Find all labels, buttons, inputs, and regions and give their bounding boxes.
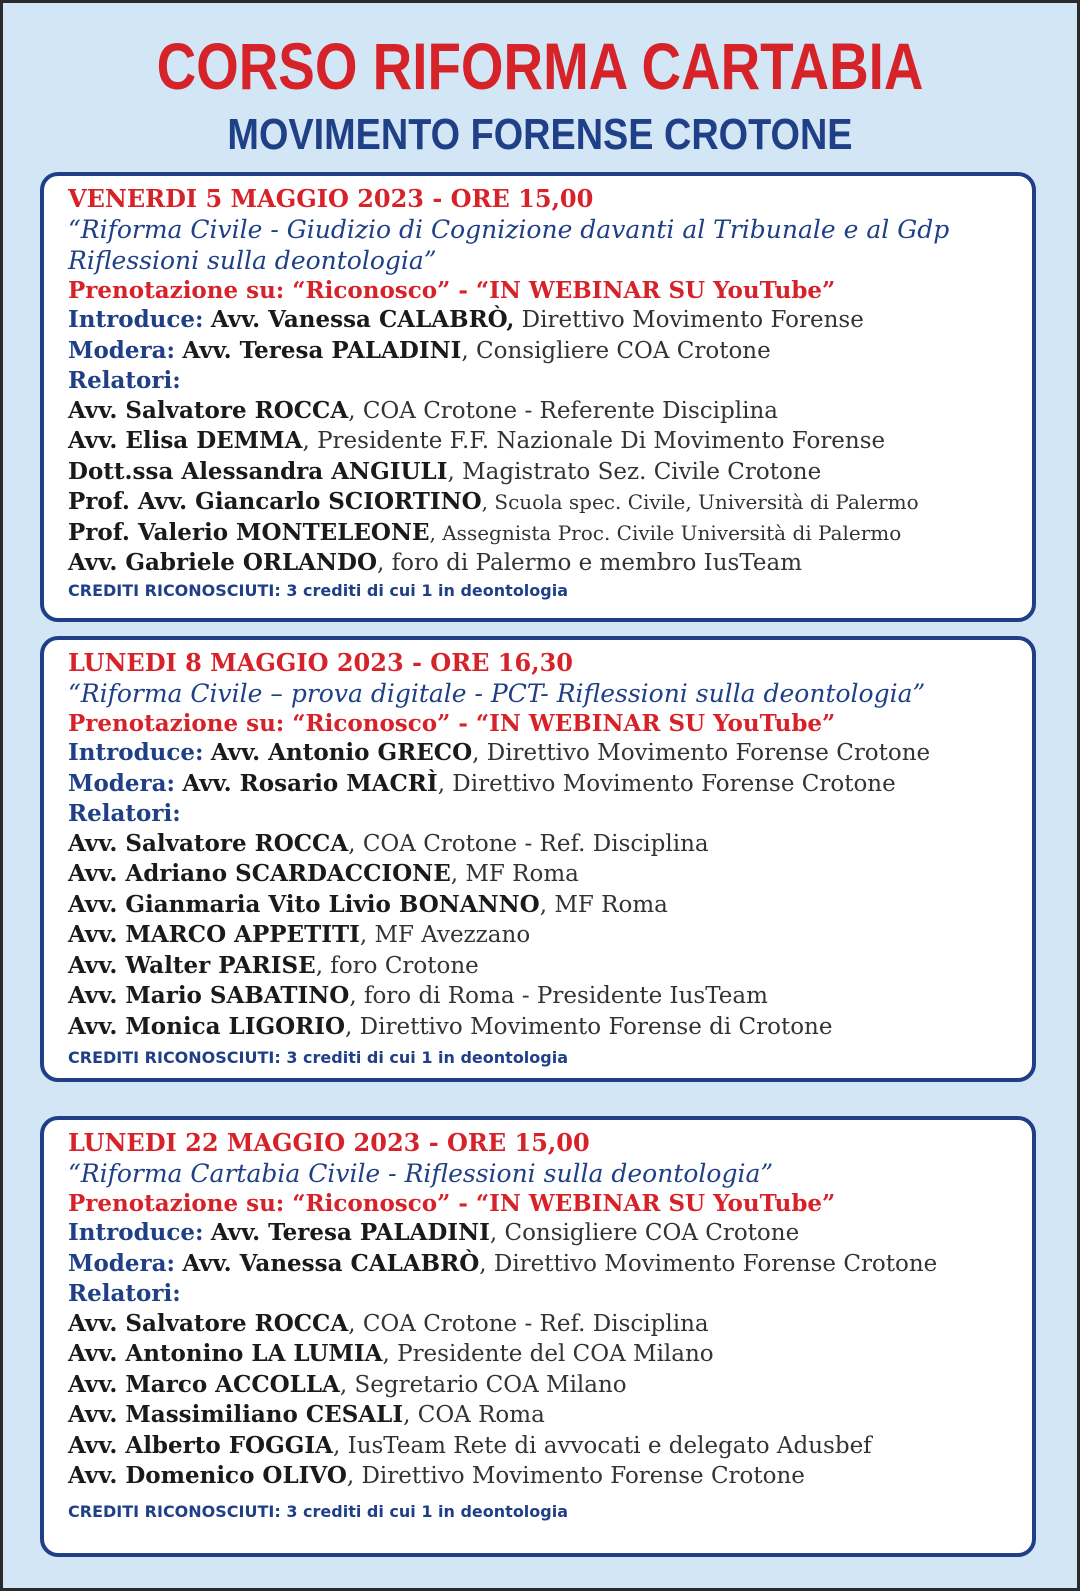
speaker-role: , MF Avezzano [359, 922, 531, 948]
introduce-label: Introduce: [68, 739, 204, 766]
booking-info: Prenotazione su: “Riconosco” - “IN WEBINAR SU YouTube” [68, 1189, 836, 1217]
session-date: VENERDI 5 MAGGIO 2023 - ORE 15,00 [68, 184, 594, 213]
speaker-name: Avv. Salvatore ROCCA [68, 396, 349, 424]
speaker-role: , Direttivo Movimento Forense di Crotone [345, 1013, 833, 1040]
speaker-row [68, 396, 1032, 427]
speaker-row [68, 518, 1032, 549]
modera-name: Avv. Teresa PALADINI [182, 336, 462, 364]
speaker-role: , COA Roma [403, 1402, 545, 1428]
modera-row [68, 1249, 1032, 1280]
speaker-name: Avv. Salvatore ROCCA [68, 829, 349, 857]
speaker-name: Avv. Mario SABATINO [68, 982, 350, 1009]
speaker-name: Avv. Antonino LA LUMIA [68, 1340, 383, 1367]
session-card-2 [40, 636, 1036, 1082]
session-talk-title: “Riforma Civile - Giudizio di Cognizione davanti al Tribunale e al Gdp [68, 214, 950, 244]
speaker-role: , COA Crotone - Referente Disciplina [348, 397, 778, 424]
session-card-3 [40, 1116, 1036, 1557]
speaker-row [68, 890, 1032, 921]
speaker-role: , Presidente F.F. Nazionale Di Movimento Forense [302, 428, 886, 454]
speaker-name: Prof. Avv. Giancarlo SCIORTINO [68, 488, 482, 515]
modera-label: Modera: [68, 769, 176, 797]
speaker-name: Avv. Gianmaria Vito Livio BONANNO [68, 890, 540, 918]
speaker-name: Avv. Walter PARISE [68, 951, 316, 979]
speaker-row [68, 1400, 1032, 1431]
introduce-row [68, 1218, 1032, 1249]
credits-info: CREDITI RICONOSCIUTI: 3 crediti di cui 1 in deontologia [68, 1501, 569, 1521]
speaker-name: Avv. Salvatore ROCCA [68, 1309, 349, 1337]
speaker-name: Avv. Massimiliano CESALI [68, 1401, 404, 1428]
speaker-row [68, 457, 1032, 488]
introduce-role: , Direttivo Movimento Forense Crotone [472, 740, 931, 766]
speaker-name: Avv. Alberto FOGGIA [68, 1431, 333, 1459]
speaker-name: Avv. Gabriele ORLANDO [68, 549, 378, 576]
modera-name: Avv. Rosario MACRÌ [182, 769, 438, 797]
speaker-role: , Direttivo Movimento Forense Crotone [346, 1463, 805, 1489]
session-card-1 [40, 172, 1036, 622]
speaker-row [68, 1461, 1032, 1492]
modera-row [68, 769, 1032, 800]
speaker-role: , COA Crotone - Ref. Disciplina [348, 830, 709, 857]
speaker-row [68, 1431, 1032, 1462]
modera-role: , Direttivo Movimento Forense Crotone [437, 770, 896, 797]
speaker-row [68, 548, 1032, 579]
introduce-role: , Consigliere COA Crotone [489, 1220, 800, 1246]
speaker-name: Prof. Valerio MONTELEONE [68, 518, 430, 546]
introduce-name: Avv. Teresa PALADINI [210, 1219, 490, 1246]
modera-label: Modera: [68, 336, 176, 364]
speaker-row [68, 487, 1032, 518]
speaker-row [68, 920, 1032, 951]
relatori-label: Relatori: [68, 1280, 181, 1307]
introduce-row [68, 305, 1032, 336]
speaker-role: , Presidente del COA Milano [382, 1341, 714, 1367]
speaker-role: , foro Crotone [315, 952, 479, 979]
speaker-row [68, 1339, 1032, 1370]
speaker-role: , COA Crotone - Ref. Disciplina [348, 1310, 709, 1337]
modera-row [68, 336, 1032, 367]
speaker-row [68, 426, 1032, 457]
speaker-role: , foro di Roma - Presidente IusTeam [349, 983, 768, 1009]
modera-name: Avv. Vanessa CALABRÒ [182, 1249, 480, 1277]
session-date: LUNEDI 22 MAGGIO 2023 - ORE 15,00 [68, 1128, 590, 1157]
poster-title: CORSO RIFORMA CARTABIA [156, 29, 924, 103]
speaker-row [68, 829, 1032, 860]
introduce-label: Introduce: [68, 1219, 204, 1246]
speaker-row [68, 859, 1032, 890]
speaker-role: , Scuola spec. Civile, Università di Palermo [481, 490, 919, 514]
speaker-row [68, 1012, 1032, 1043]
introduce-row [68, 738, 1032, 769]
speaker-role: , Magistrato Sez. Civile Crotone [447, 458, 822, 485]
introduce-name: Avv. Antonio GRECO [210, 739, 473, 766]
speaker-name: Avv. Adriano SCARDACCIONE [68, 860, 451, 887]
speaker-role: , IusTeam Rete di avvocati e delegato Adusbef [332, 1432, 872, 1459]
session-talk-title-cont: Riflessioni sulla deontologia” [68, 245, 437, 275]
modera-label: Modera: [68, 1249, 176, 1277]
modera-role: , Consigliere COA Crotone [461, 337, 771, 364]
speaker-role: , MF Roma [539, 891, 668, 918]
speaker-role: , Segretario COA Milano [339, 1371, 627, 1398]
speaker-name: Avv. Monica LIGORIO [68, 1012, 346, 1040]
speaker-name: Dott.ssa Alessandra ANGIULI [68, 457, 448, 485]
speaker-role: , Assegnista Proc. Civile Università di Palermo [429, 520, 902, 545]
introduce-label: Introduce: [68, 306, 204, 333]
booking-info: Prenotazione su: “Riconosco” - “IN WEBINAR SU YouTube” [68, 276, 836, 304]
relatori-label: Relatori: [68, 367, 181, 394]
credits-info: CREDITI RICONOSCIUTI: 3 crediti di cui 1 in deontologia [68, 1048, 569, 1067]
speaker-row [68, 1309, 1032, 1340]
speaker-role: , foro di Palermo e membro IusTeam [377, 550, 803, 576]
introduce-name: Avv. Vanessa CALABRÒ, [210, 306, 515, 333]
speaker-name: Avv. Domenico OLIVO [68, 1462, 347, 1489]
speaker-row [68, 1370, 1032, 1401]
introduce-role: Direttivo Movimento Forense [514, 307, 864, 333]
credits-info: CREDITI RICONOSCIUTI: 3 crediti di cui 1 in deontologia [68, 580, 569, 600]
speaker-name: Avv. Marco ACCOLLA [68, 1370, 340, 1398]
booking-info: Prenotazione su: “Riconosco” - “IN WEBINAR SU YouTube” [68, 709, 836, 737]
session-date: LUNEDI 8 MAGGIO 2023 - ORE 16,30 [68, 648, 573, 677]
speaker-row [68, 981, 1032, 1012]
speaker-row [68, 951, 1032, 982]
poster-subtitle: MOVIMENTO FORENSE CROTONE [227, 110, 853, 159]
modera-role: , Direttivo Movimento Forense Crotone [479, 1250, 938, 1277]
session-talk-title: “Riforma Cartabia Civile - Riflessioni sulla deontologia” [68, 1158, 774, 1188]
speaker-name: Avv. Elisa DEMMA [68, 427, 303, 454]
speaker-name: Avv. MARCO APPETITI [68, 921, 360, 948]
speaker-role: , MF Roma [450, 861, 579, 887]
relatori-label: Relatori: [68, 800, 181, 827]
session-talk-title: “Riforma Civile – prova digitale - PCT- Riflessioni sulla deontologia” [68, 678, 926, 708]
